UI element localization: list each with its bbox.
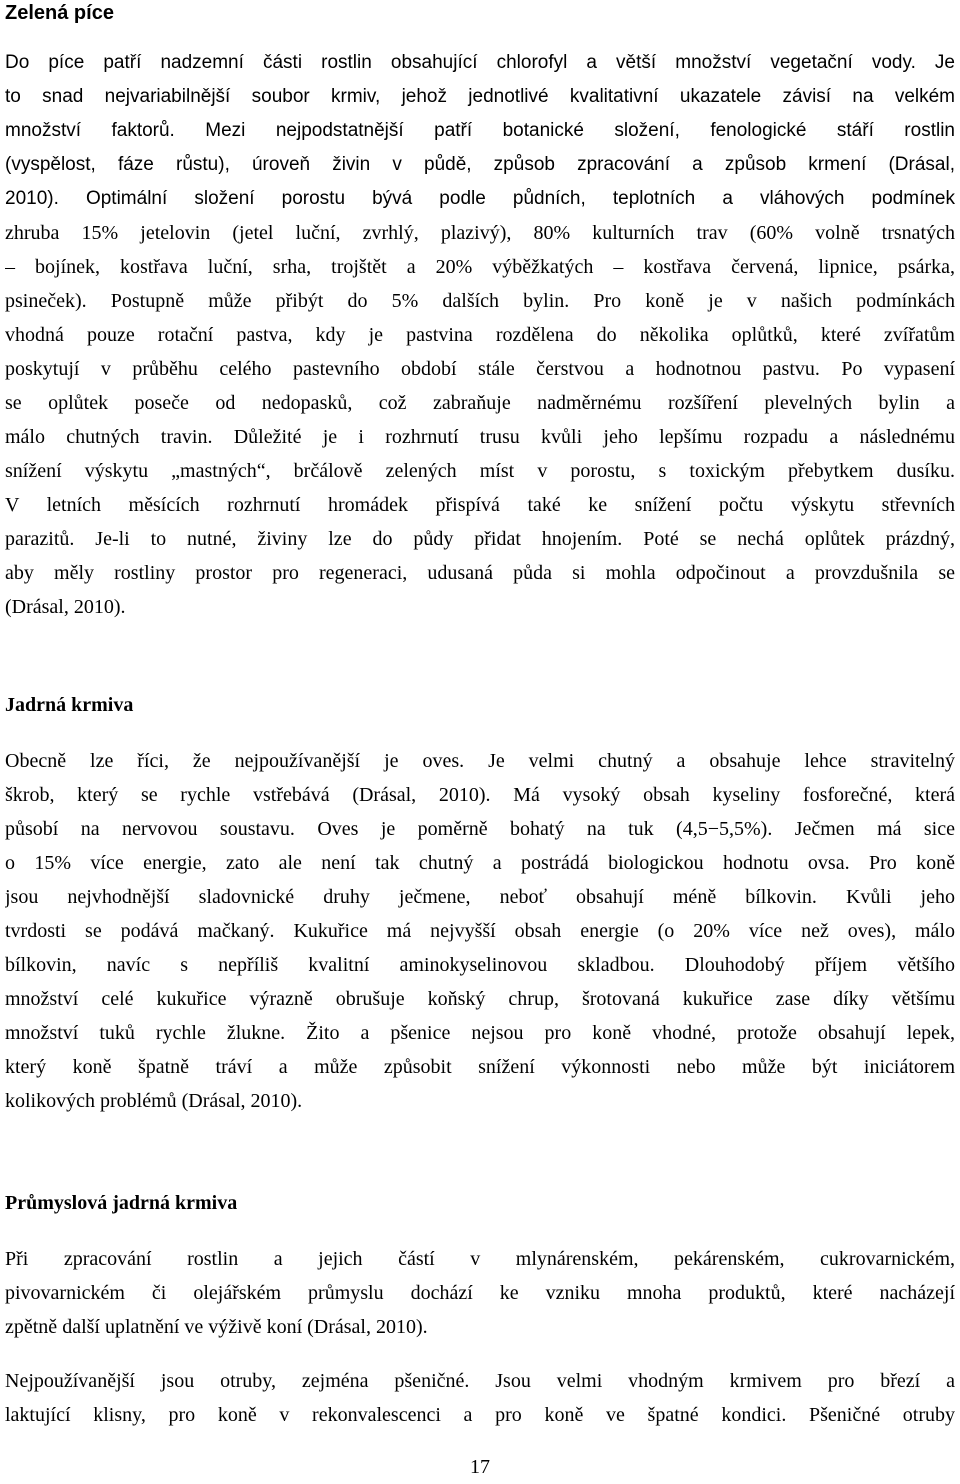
text-line: zhruba 15% jetelovin (jetel luční, zvrhlý, plazivý), 80% kulturních trav (60% volně trsnatých [5,222,955,244]
text-line: působí na nervovou soustavu. Oves je poměrně bohatý na tuk (4,5−5,5%). Ječmen má sice [5,818,955,840]
text-line: (vyspělost, fáze růstu), úroveň živin v půdě, způsob zpracování a způsob krmení (Drásal, [5,154,955,175]
text-line: Do píce patří nadzemní části rostlin obsahující chlorofyl a větší množství vegetační vody. Je [5,52,955,73]
text-line: parazitů. Je-li to nutné, živiny lze do půdy přidat hnojením. Poté se nechá oplůtek prázdný, [5,528,955,550]
text-line: který koně špatně tráví a může způsobit snížení výkonnosti nebo může být iniciátorem [5,1056,955,1078]
text-line: málo chutných travin. Důležité je i rozhrnutí trusu kvůli jeho lepšímu rozpadu a následnému [5,426,955,448]
text-line: Nejpoužívanější jsou otruby, zejména pšeničné. Jsou velmi vhodným krmivem pro březí a [5,1370,955,1392]
section-heading-zelena-pice: Zelená píce [5,2,114,24]
paragraph-jadrna-krmiva [5,744,955,1118]
text-line: o 15% více energie, zato ale není tak chutný a postrádá biologickou hodnotu ovsa. Pro koně [5,852,955,874]
text-line: psineček). Postupně může přibýt do 5% dalších bylin. Pro koně je v našich podmínkách [5,290,955,312]
text-line: V letních měsících rozhrnutí hromádek přispívá také ke snížení počtu výskytu střevních [5,494,955,516]
page-number: 17 [470,1456,490,1478]
text-line: škrob, který se rychle vstřebává (Drásal, 2010). Má vysoký obsah kyseliny fosforečné, která [5,784,955,806]
text-line: množství tuků rychle žlukne. Žito a pšenice nejsou pro koně vhodné, protože obsahují lepek, [5,1022,955,1044]
text-line: Obecně lze říci, že nejpoužívanější je oves. Je velmi chutný a obsahuje lehce stravitelný [5,750,955,772]
text-line: kolikových problémů (Drásal, 2010). [5,1090,303,1112]
text-line: se oplůtek poseče od nedopasků, což zabraňuje nadměrnému rozšíření plevelných bylin a [5,392,955,414]
text-line: Při zpracování rostlin a jejich částí v mlynárenském, pekárenském, cukrovarnickém, [5,1248,955,1270]
paragraph-zelena-pice [5,46,955,624]
text-line: tvrdosti se podává mačkaný. Kukuřice má nejvyšší obsah energie (o 20% více než oves), málo [5,920,955,942]
text-line: množství celé kukuřice výrazně obrušuje koňský chrup, šrotovaná kukuřice zase díky většímu [5,988,955,1010]
text-line: to snad nejvariabilnější soubor krmiv, jehož jednotlivé kvalitativní ukazatele závisí na velkém [5,86,955,107]
text-line: poskytují v průběhu celého pastevního období stále čerstvou a hodnotnou pastvu. Po vypasení [5,358,955,380]
text-line: vhodná pouze rotační pastva, kdy je pastvina rozdělena do několika oplůtků, které zvířatům [5,324,955,346]
text-line: zpětně další uplatnění ve výživě koní (Drásal, 2010). [5,1316,428,1338]
text-line: (Drásal, 2010). [5,596,126,618]
section-heading-jadrna-krmiva: Jadrná krmiva [5,694,134,716]
text-line: – bojínek, kostřava luční, srha, trojštět a 20% výběžkatých – kostřava červená, lipnice, psárka, [5,256,955,278]
text-line: 2010). Optimální složení porostu bývá podle půdních, teplotních a vláhových podmínek [5,188,955,209]
text-line: snížení výskytu „mastných“, brčálově zelených míst v porostu, s toxickým přebytkem dusíku. [5,460,955,482]
paragraph-prumyslova-1 [5,1242,955,1344]
text-line: bílkovin, navíc s nepříliš kvalitní aminokyselinovou skladbou. Dlouhodobý příjem většího [5,954,955,976]
text-line: množství faktorů. Mezi nejpodstatnější patří botanické složení, fenologické stáří rostlin [5,120,955,141]
text-line: laktující klisny, pro koně v rekonvalescenci a pro koně ve špatné kondici. Pšeničné otruby [5,1404,955,1426]
text-line: pivovarnickém či olejářském průmyslu dochází ke vzniku mnoha produktů, které nacházejí [5,1282,955,1304]
paragraph-prumyslova-2 [5,1364,955,1432]
text-line: aby měly rostliny prostor pro regeneraci, udusaná půda si mohla odpočinout a provzdušnila se [5,562,955,584]
section-heading-prumyslova-jadrna-krmiva: Průmyslová jadrná krmiva [5,1192,238,1214]
text-line: jsou nejvhodnější sladovnické druhy ječmene, neboť obsahují méně bílkovin. Kvůli jeho [5,886,955,908]
